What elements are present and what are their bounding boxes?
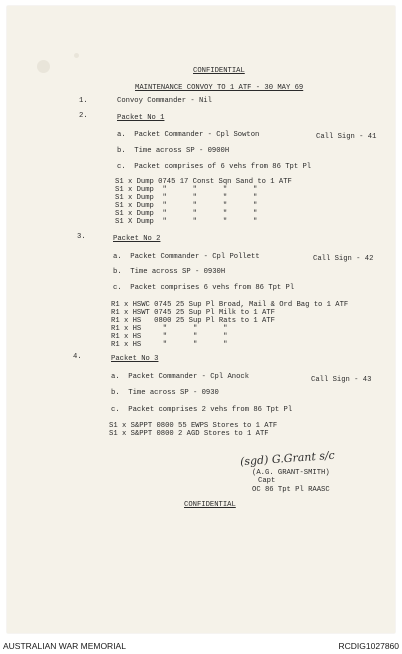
vehicle-line: R1 x HSWC 0745 25 Sup Pl Broad, Mail & Ord Bag to 1 ATF — [111, 301, 349, 309]
packet-comprises: c. Packet comprises 6 vehs from 86 Tpt Pl — [113, 284, 295, 292]
packet-comprises: c. Packet comprises 2 vehs from 86 Tpt Pl — [111, 406, 293, 414]
punch-hole — [37, 60, 50, 73]
packet-heading: Packet No 3 — [111, 355, 159, 363]
packet-heading: Packet No 1 — [117, 114, 165, 122]
time-across: b. Time across SP - 0930 — [111, 389, 219, 397]
punch-hole — [74, 53, 79, 58]
vehicle-line: R1 x HS " " " — [111, 325, 228, 333]
vehicle-line: S1 X Dump " " " " — [115, 218, 258, 226]
classification-header: CONFIDENTIAL — [193, 67, 245, 75]
item-number: 4. — [73, 353, 82, 361]
vehicle-line: S1 x Dump " " " " — [115, 202, 258, 210]
vehicle-line: R1 x HSWT 0745 25 Sup Pl Milk to 1 ATF — [111, 309, 275, 317]
vehicle-line: S1 x Dump " " " " — [115, 186, 258, 194]
call-sign: Call Sign - 43 — [311, 376, 372, 384]
packet-commander: a. Packet Commander - Cpl Sowton — [117, 131, 260, 139]
archive-reference: RCDIG1027860 — [338, 641, 399, 651]
signatory-rank: Capt — [258, 477, 276, 485]
time-across: b. Time across SP - 0930H — [113, 268, 226, 276]
signatory-unit: OC 86 Tpt Pl RAASC — [252, 486, 330, 494]
item-number: 3. — [77, 233, 86, 241]
convoy-commander: Convoy Commander - Nil — [117, 97, 212, 105]
packet-commander: a. Packet Commander - Cpl Pollett — [113, 253, 260, 261]
vehicle-line: R1 x HS " " " — [111, 341, 228, 349]
packet-comprises: c. Packet comprises of 6 vehs from 86 Tpt Pl — [117, 163, 312, 171]
signatory-name: (A.G. GRANT-SMITH) — [252, 469, 330, 477]
archive-credit: AUSTRALIAN WAR MEMORIAL — [3, 641, 126, 651]
vehicle-line: S1 x Dump " " " " — [115, 210, 258, 218]
packet-commander: a. Packet Commander - Cpl Anock — [111, 373, 250, 381]
time-across: b. Time across SP - 0900H — [117, 147, 230, 155]
handwritten-signature: (sgd) G.Grant s/c — [239, 448, 336, 469]
vehicle-line: S1 x Dump " " " " — [115, 194, 258, 202]
vehicle-line: S1 x S&PPT 0800 55 EWPS Stores to 1 ATF — [109, 422, 278, 430]
vehicle-line: S1 x S&PPT 0800 2 AGD Stores to 1 ATF — [109, 430, 269, 438]
call-sign: Call Sign - 41 — [316, 133, 377, 141]
classification-footer: CONFIDENTIAL — [184, 501, 236, 509]
item-number: 1. — [79, 97, 88, 105]
packet-heading: Packet No 2 — [113, 235, 161, 243]
vehicle-line: R1 x HS 0800 25 Sup Pl Rats to 1 ATF — [111, 317, 275, 325]
vehicle-line: S1 x Dump 0745 17 Const Sqn Sand to 1 ATF — [115, 178, 292, 186]
document-title: MAINTENANCE CONVOY TO 1 ATF - 30 MAY 69 — [135, 84, 304, 92]
call-sign: Call Sign - 42 — [313, 255, 374, 263]
item-number: 2. — [79, 112, 88, 120]
vehicle-line: R1 x HS " " " — [111, 333, 228, 341]
